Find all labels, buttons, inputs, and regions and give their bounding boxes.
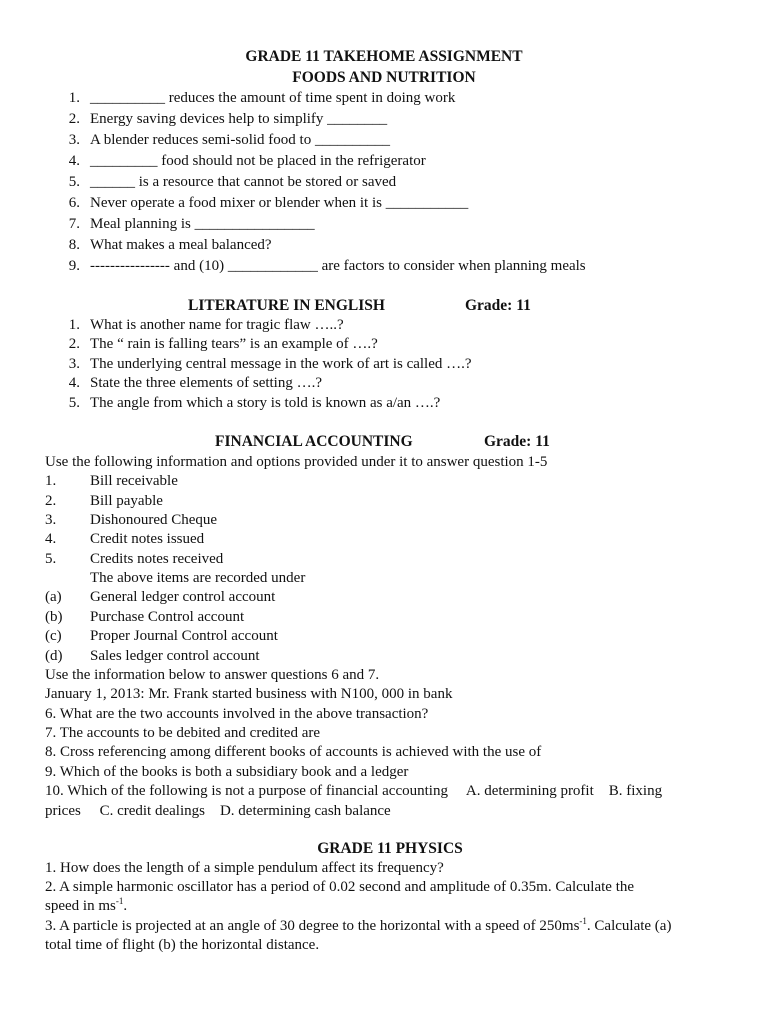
- accounting-section-heading: FINANCIAL ACCOUNTING: [215, 433, 413, 450]
- accounting-line: January 1, 2013: Mr. Frank started business with N100, 000 in bank: [45, 686, 453, 702]
- physics-section-heading: GRADE 11 PHYSICS: [317, 840, 463, 857]
- option-letter: (d): [45, 648, 63, 664]
- item-number: 2.: [68, 111, 80, 127]
- item-number: 3.: [68, 132, 80, 148]
- item-number: 1.: [45, 473, 57, 489]
- physics-question-3-line: [45, 917, 671, 937]
- item-number: 6.: [68, 195, 80, 211]
- q3-superscript: -1: [579, 916, 587, 926]
- item-number: 8.: [68, 237, 80, 253]
- item-text: The “ rain is falling tears” is an example of ….?: [90, 336, 378, 352]
- item-text: State the three elements of setting ….?: [90, 375, 323, 391]
- accounting-line: prices C. credit dealings D. determining cash balance: [45, 803, 391, 819]
- q3-text: 3. A particle is projected at an angle of 30 degree to the horizontal with a speed of 250ms: [45, 918, 580, 934]
- item-number: 2.: [68, 336, 80, 352]
- accounting-grade-label: Grade: 11: [484, 433, 550, 450]
- q2-end: .: [123, 898, 128, 914]
- item-number: 1.: [68, 90, 80, 106]
- item-text: ---------------- and (10) ____________ are factors to consider when planning meals: [90, 258, 586, 274]
- physics-question-1: 1. How does the length of a simple pendulum affect its frequency?: [45, 860, 444, 876]
- physics-question-2-line: [45, 897, 127, 917]
- option-text: Proper Journal Control account: [90, 628, 278, 644]
- recorded-under-text: The above items are recorded under: [90, 570, 306, 586]
- item-text: Never operate a food mixer or blender when it is ___________: [90, 195, 469, 211]
- item-number: 5.: [68, 174, 80, 190]
- literature-section-heading: LITERATURE IN ENGLISH: [188, 297, 385, 314]
- item-number: 5.: [45, 551, 57, 567]
- item-text: Credits notes received: [90, 551, 224, 567]
- item-text: A blender reduces semi-solid food to __________: [90, 132, 390, 148]
- item-text: Energy saving devices help to simplify ________: [90, 111, 388, 127]
- accounting-line: 8. Cross referencing among different books of accounts is achieved with the use of: [45, 744, 542, 760]
- item-text: The underlying central message in the work of art is called ….?: [90, 356, 472, 372]
- item-number: 4.: [68, 153, 80, 169]
- option-text: Sales ledger control account: [90, 648, 260, 664]
- item-number: 4.: [68, 375, 80, 391]
- item-number: 3.: [45, 512, 57, 528]
- q3-after: . Calculate (a): [586, 918, 672, 934]
- item-number: 4.: [45, 531, 57, 547]
- item-number: 7.: [68, 216, 80, 232]
- item-text: ______ is a resource that cannot be stored or saved: [90, 174, 397, 190]
- item-number: 5.: [68, 395, 80, 411]
- page-title: GRADE 11 TAKEHOME ASSIGNMENT: [245, 48, 523, 65]
- item-text: Dishonoured Cheque: [90, 512, 218, 528]
- physics-question-3-line: total time of flight (b) the horizontal distance.: [45, 937, 320, 953]
- foods-section-heading: FOODS AND NUTRITION: [292, 69, 476, 86]
- item-number: 3.: [68, 356, 80, 372]
- option-letter: (b): [45, 609, 63, 625]
- item-text: Bill receivable: [90, 473, 178, 489]
- q2-text: speed in ms: [45, 898, 116, 914]
- q2-superscript: -1: [115, 896, 124, 906]
- accounting-line: Use the information below to answer questions 6 and 7.: [45, 667, 380, 683]
- item-text: _________ food should not be placed in the refrigerator: [90, 153, 426, 169]
- accounting-line: 6. What are the two accounts involved in the above transaction?: [45, 706, 429, 722]
- option-text: General ledger control account: [90, 589, 276, 605]
- item-text: What makes a meal balanced?: [90, 237, 272, 253]
- option-letter: (a): [45, 589, 62, 605]
- literature-grade-label: Grade: 11: [465, 297, 531, 314]
- item-number: 2.: [45, 493, 57, 509]
- item-text: The angle from which a story is told is known as a/an ….?: [90, 395, 441, 411]
- option-letter: (c): [45, 628, 62, 644]
- accounting-line: 7. The accounts to be debited and credited are: [45, 725, 321, 741]
- accounting-intro: Use the following information and options provided under it to answer question 1-5: [45, 454, 548, 470]
- item-text: What is another name for tragic flaw …..?: [90, 317, 344, 333]
- item-number: 9.: [68, 258, 80, 274]
- physics-question-2-line: 2. A simple harmonic oscillator has a period of 0.02 second and amplitude of 0.35m. Calculate the: [45, 879, 635, 895]
- accounting-line: 10. Which of the following is not a purpose of financial accounting A. determining profit B. fixing: [45, 783, 663, 799]
- item-text: __________ reduces the amount of time spent in doing work: [90, 90, 456, 106]
- accounting-line: 9. Which of the books is both a subsidiary book and a ledger: [45, 764, 409, 780]
- item-text: Meal planning is ________________: [90, 216, 315, 232]
- item-text: Credit notes issued: [90, 531, 205, 547]
- item-number: 1.: [68, 317, 80, 333]
- option-text: Purchase Control account: [90, 609, 245, 625]
- item-text: Bill payable: [90, 493, 163, 509]
